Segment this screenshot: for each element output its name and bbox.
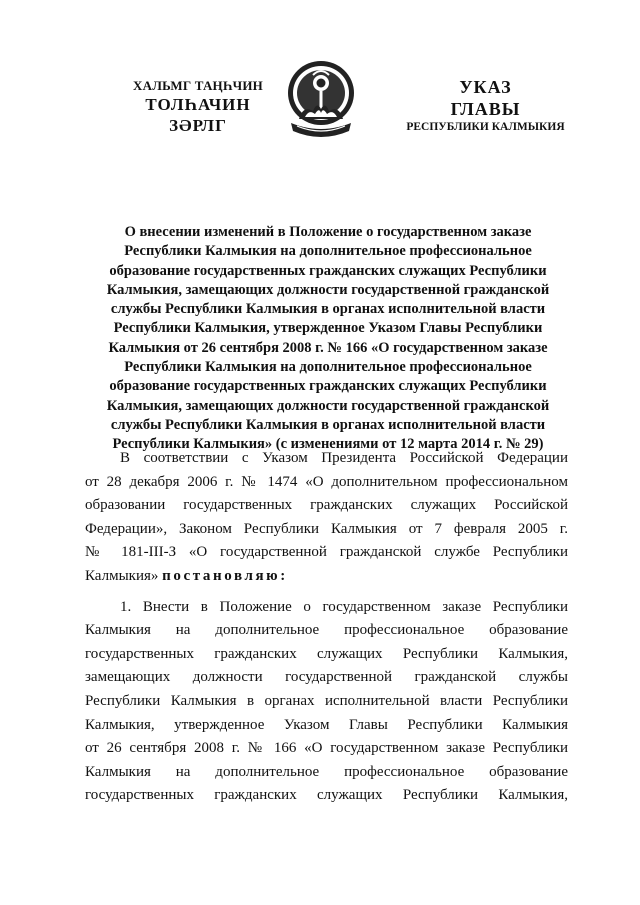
body-line: от 26 сентября 2008 г. № 166 «О государственном заказе Республики (85, 740, 568, 757)
header-right-line-2: ГЛАВЫ (450, 98, 521, 119)
header-russian-title (398, 77, 573, 135)
header-kalmyk-title (118, 79, 278, 136)
header-left-line-3: ЗӘРЛГ (169, 116, 227, 136)
preamble-last-text: Калмыкия» (85, 567, 159, 584)
body-line: от 28 декабря 2006 г. № 1474 «О дополнительном профессиональном (85, 473, 568, 490)
header-left-line-1: ХАЛЬМГ ТАҢҺЧИН (133, 78, 263, 93)
kalmykia-coat-of-arms-icon (283, 57, 359, 145)
decree-word: постановляю: (162, 567, 288, 584)
body-line: № 181-III-З «О государственной гражданской службе Республики (85, 544, 568, 561)
body-line: 1. Внести в Положение о государственном заказе Республики (120, 598, 568, 615)
title-line: О внесении изменений в Положение о государственном заказе (124, 224, 532, 240)
title-line: Калмыкия, замещающих должности государственной гражданской (106, 397, 550, 414)
body-line: замещающих должности государственной гражданской службы (85, 669, 568, 686)
decree-title (98, 223, 558, 455)
body-line: Калмыкия на дополнительное профессиональное образование (85, 763, 568, 780)
title-line: Калмыкия, замещающих должности государственной гражданской (106, 281, 550, 298)
title-line: Республики Калмыкия на дополнительное профессиональное (124, 243, 532, 260)
item-1-paragraph (85, 596, 568, 808)
preamble-paragraph (85, 447, 568, 589)
body-line-with-decree (85, 565, 568, 589)
title-line: службы Республики Калмыкия в органах исполнительной власти (110, 301, 546, 318)
title-line: образование государственных гражданских служащих Республики (109, 262, 547, 279)
header-right-line-1: УКАЗ (459, 77, 512, 97)
body-line: Республики Калмыкия в органах исполнительной власти Республики (85, 692, 568, 709)
body-line: Калмыкия, утвержденное Указом Главы Республики Калмыкия (85, 716, 568, 733)
decree-body (85, 447, 568, 808)
title-line: Калмыкия от 26 сентября 2008 г. № 166 «О государственном заказе (108, 339, 548, 356)
title-line: службы Республики Калмыкия в органах исполнительной власти (110, 416, 546, 433)
title-line: Республики Калмыкия, утвержденное Указом Главы Республики (113, 320, 543, 337)
body-line: государственных гражданских служащих Республики Калмыкия, (85, 645, 568, 662)
body-line: Федерации», Законом Республики Калмыкия от 7 февраля 2005 г. (85, 520, 568, 537)
header-right-line-3: РЕСПУБЛИКИ КАЛМЫКИЯ (406, 121, 565, 134)
body-line: В соответствии с Указом Президента Российской Федерации (120, 450, 568, 466)
body-line: Калмыкия на дополнительное профессиональное образование (85, 622, 568, 639)
title-line: Республики Калмыкия на дополнительное профессиональное (124, 359, 532, 376)
body-line: государственных гражданских служащих Республики Калмыкия, (85, 787, 568, 804)
body-line: образовании государственных гражданских служащих Российской (85, 497, 568, 514)
header-left-line-2: ТОЛҺАЧИН (145, 94, 251, 114)
title-line: Республики Калмыкия» (с изменениями от 12 марта 2014 г. № 29) (112, 436, 544, 453)
title-line: образование государственных гражданских служащих Республики (109, 378, 547, 395)
